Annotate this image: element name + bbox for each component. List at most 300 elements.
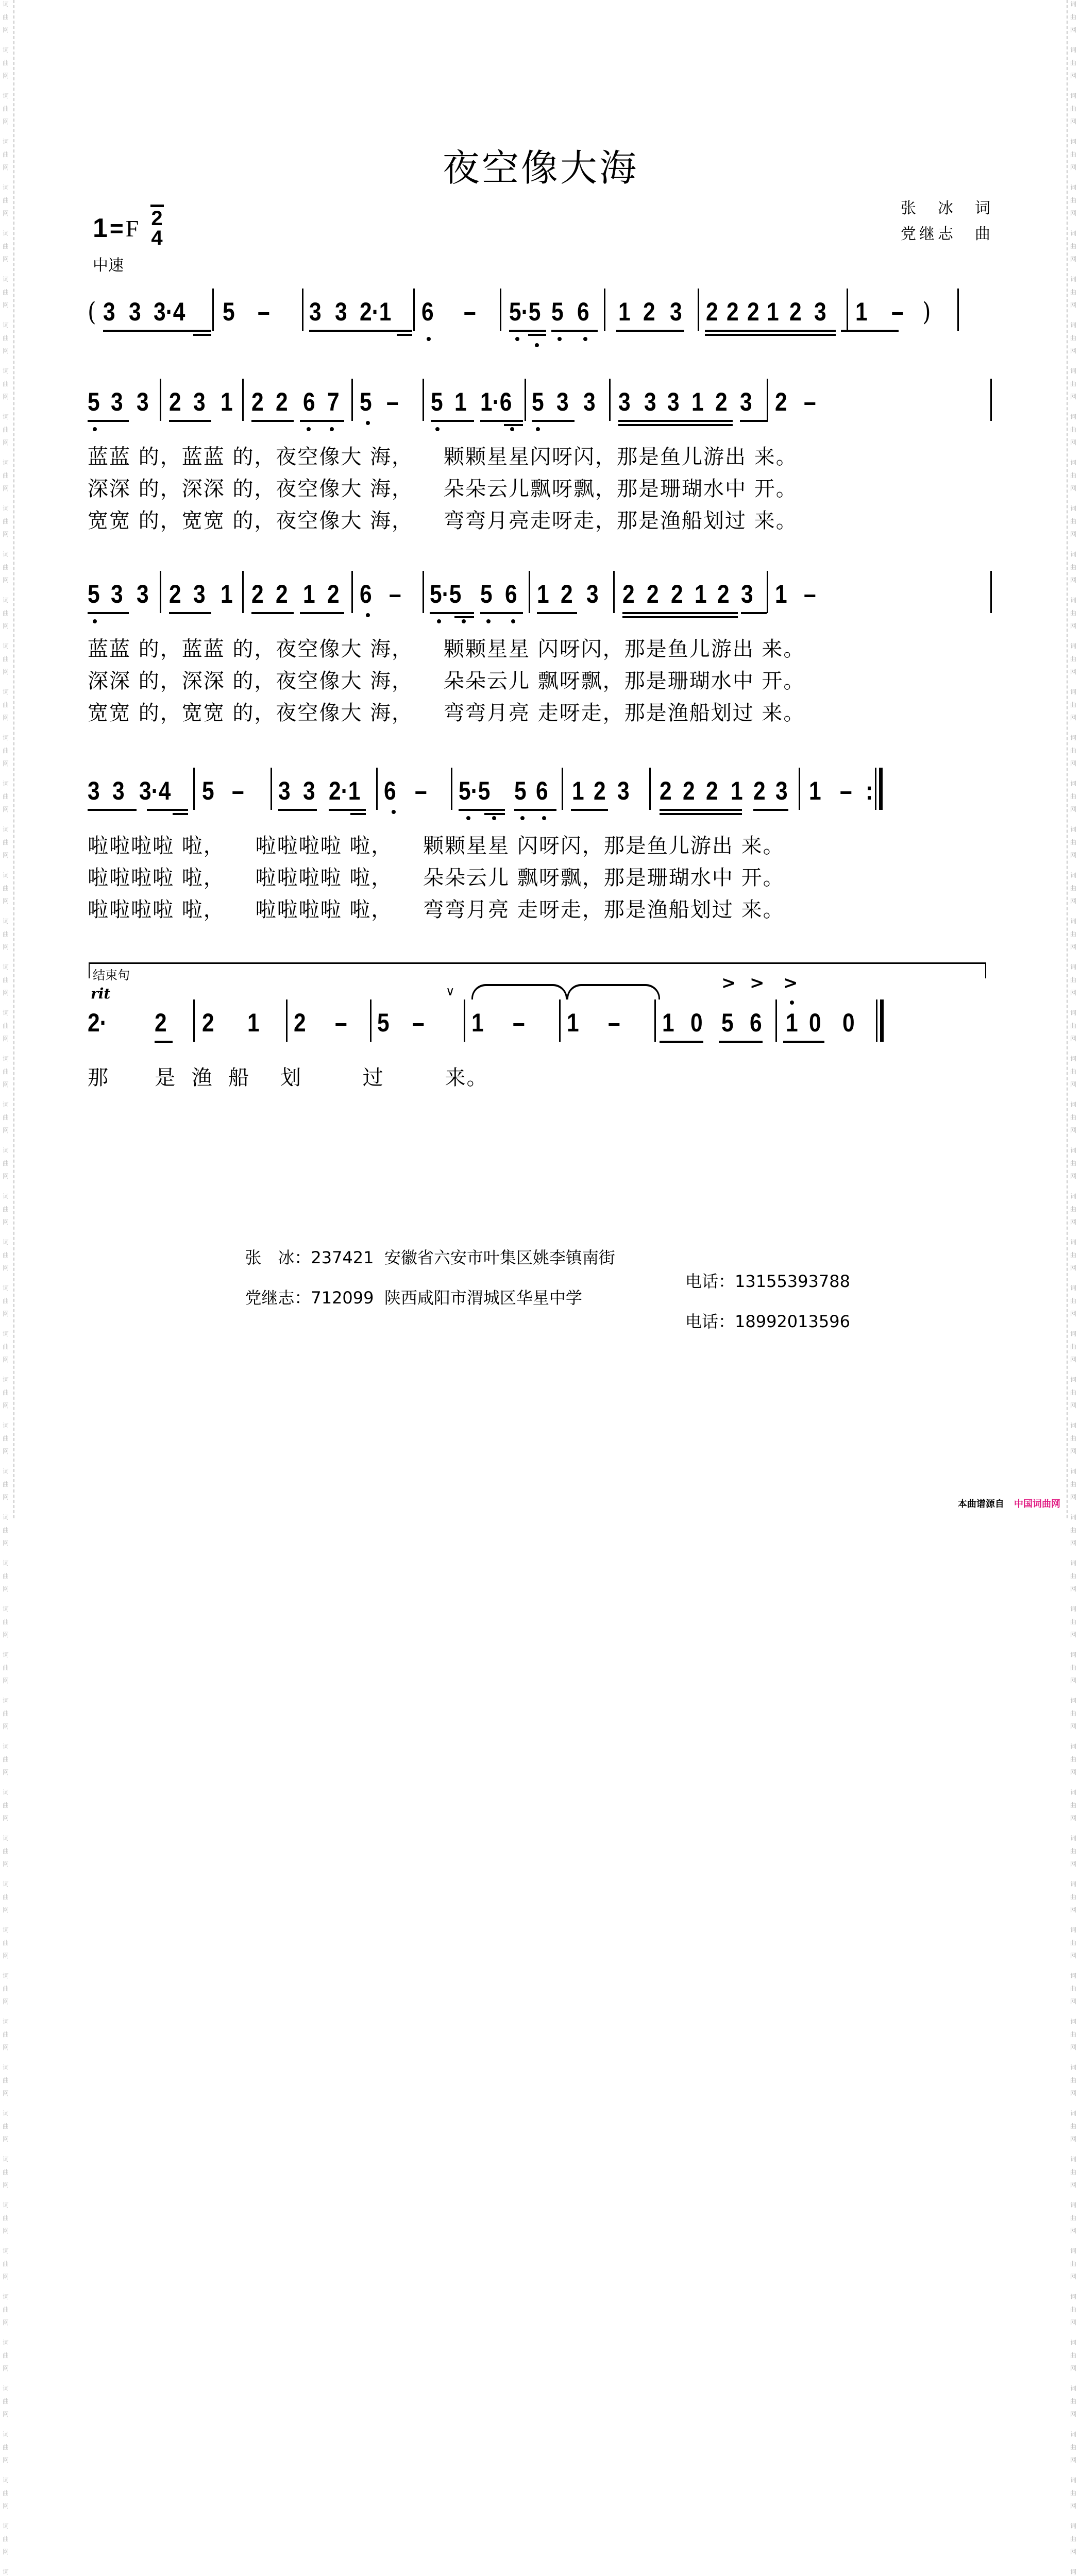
rhythm-underline [360, 330, 412, 332]
watermark-char: 网 [2, 1769, 9, 1776]
watermark-char: 词 [2, 2293, 9, 2300]
watermark-char: 词 [1070, 276, 1076, 283]
lyricist-credit: 张 冰 词 [901, 199, 993, 217]
rhythm-underline [173, 813, 188, 815]
rhythm-underline [251, 612, 294, 614]
watermark-char: 曲 [2, 2535, 9, 2543]
note: 6 [750, 1008, 762, 1037]
low-octave-dot [435, 427, 440, 431]
watermark-char: 网 [2, 256, 9, 263]
watermark-char: 曲 [1070, 564, 1076, 571]
rhythm-underline [103, 330, 154, 332]
note: 5·5 [430, 580, 462, 608]
note: 3 [111, 580, 123, 608]
watermark-char: 网 [1070, 852, 1076, 859]
rhythm-underline [300, 420, 344, 422]
watermark-char: 网 [1070, 2319, 1076, 2326]
watermark-char: 词 [2, 1514, 9, 1521]
accent-mark: > [783, 973, 798, 993]
watermark-char: 词 [2, 688, 9, 696]
barline [160, 379, 161, 421]
note: 1 [471, 1008, 484, 1037]
watermark-char: 网 [1070, 26, 1076, 33]
watermark-char: 曲 [2, 1893, 9, 1901]
watermark-char: 词 [2, 1422, 9, 1429]
watermark-char: 网 [2, 1310, 9, 1317]
watermark-char: 曲 [2, 930, 9, 938]
watermark-char: 曲 [1070, 1251, 1076, 1259]
note: 5 [431, 387, 443, 416]
note: 1 [786, 1008, 798, 1037]
barline [242, 379, 244, 421]
watermark-char: 词 [1070, 1193, 1076, 1200]
watermark-char: 词 [2, 2201, 9, 2209]
watermark-char: 曲 [1070, 1297, 1076, 1304]
watermark-char: 曲 [1070, 2352, 1076, 2359]
note: 3 [137, 580, 149, 608]
watermark-char: 网 [2, 1585, 9, 1592]
note: 1 [537, 580, 549, 608]
watermark-char: 词 [1070, 46, 1076, 54]
watermark-char: 曲 [1070, 655, 1076, 663]
watermark-char: 曲 [2, 289, 9, 296]
watermark-char: 曲 [2, 2031, 9, 2038]
watermark-char: 曲 [2, 2444, 9, 2451]
key-equals: = [109, 215, 124, 242]
watermark-char: 网 [2, 1402, 9, 1409]
lyric-verse-2: 啦啦啦啦 啦， 啦啦啦啦 啦， 朵朵云儿 飘呀飘，那是珊瑚水中 开。 [88, 866, 785, 890]
note: 5·5 [459, 776, 491, 805]
final-barline-thick [879, 768, 883, 810]
note: 1 [662, 1008, 674, 1037]
watermark-char: 词 [1070, 734, 1076, 741]
watermark-char: 词 [1070, 321, 1076, 329]
watermark-char: 网 [1070, 164, 1076, 171]
note: 5 [202, 776, 214, 805]
note: 2 [251, 580, 264, 608]
watermark-char: 网 [1070, 301, 1076, 309]
rhythm-underline [705, 334, 836, 336]
rhythm-underline [88, 809, 137, 811]
note: 5 [360, 387, 372, 416]
key-note: F [125, 215, 139, 242]
note: 2 [715, 387, 728, 416]
watermark-char: 词 [2, 230, 9, 237]
watermark-char: 曲 [1070, 1343, 1076, 1350]
watermark-char: 网 [1070, 714, 1076, 721]
low-octave-dot [510, 427, 514, 431]
watermark-char: 网 [1070, 760, 1076, 767]
watermark-char: 词 [1070, 1422, 1076, 1429]
watermark-char: 网 [2, 72, 9, 79]
barline [775, 999, 777, 1042]
watermark-char: 词 [2, 1330, 9, 1337]
watermark-char: 词 [1070, 1055, 1076, 1062]
rhythm-underline [528, 334, 546, 336]
watermark-char: 网 [1070, 1998, 1076, 2005]
low-octave-dot [437, 619, 441, 623]
note: 3 [303, 776, 315, 805]
low-octave-dot [515, 337, 519, 341]
barline [464, 999, 465, 1042]
rhythm-underline [431, 420, 474, 422]
barline [271, 768, 272, 810]
lyric-verse-1: 蓝蓝 的，蓝蓝 的，夜空像大 海， 颗颗星星闪呀闪，那是鱼儿游出 来。 [88, 445, 798, 469]
watermark-char: 曲 [1070, 1756, 1076, 1763]
watermark-char: 词 [1070, 138, 1076, 145]
barline [242, 571, 244, 613]
watermark-char: 网 [2, 2044, 9, 2051]
watermark-char: 网 [1070, 1035, 1076, 1042]
rhythm-underline [660, 809, 742, 811]
watermark-char: 曲 [2, 1297, 9, 1304]
note: 3 [103, 297, 115, 326]
watermark-char: 词 [2, 872, 9, 879]
watermark-char: 曲 [2, 426, 9, 433]
watermark-char: 网 [1070, 1218, 1076, 1226]
watermark-char: 曲 [2, 2214, 9, 2222]
lyric-verse-2: 深深 的，深深 的，夜空像大 海， 朵朵云儿 飘呀飘，那是珊瑚水中 开。 [88, 669, 805, 693]
watermark-char: 词 [2, 2385, 9, 2392]
note: 2 [727, 297, 739, 326]
note: 6 [303, 387, 315, 416]
watermark-char: 网 [1070, 1081, 1076, 1088]
barline [423, 571, 424, 613]
time-top: 2 [151, 207, 163, 230]
watermark-char: 词 [2, 459, 9, 466]
notation-line [88, 576, 1000, 622]
low-octave-dot [583, 337, 587, 341]
note: 3 [309, 297, 322, 326]
watermark-char: 词 [1070, 1101, 1076, 1108]
note: 2 [276, 580, 288, 608]
lyric-verse-1: 啦啦啦啦 啦， 啦啦啦啦 啦， 颗颗星星 闪呀闪，那是鱼儿游出 来。 [88, 834, 785, 858]
note: 2 [561, 580, 573, 608]
watermark-char: 曲 [2, 2123, 9, 2130]
rhythm-underline [571, 809, 608, 811]
watermark-char: 词 [2, 1055, 9, 1062]
watermark-char: 词 [1070, 2339, 1076, 2346]
note: 6 [505, 580, 517, 608]
note: 3 [617, 776, 630, 805]
watermark-char: 曲 [2, 1389, 9, 1396]
watermark-char: 词 [2, 918, 9, 925]
watermark-char: 曲 [1070, 2306, 1076, 2313]
watermark-char: 词 [1070, 1514, 1076, 1521]
source-footer [958, 1497, 1060, 1510]
lyric-verse-3: 啦啦啦啦 啦， 啦啦啦啦 啦， 弯弯月亮 走呀走，那是渔船划过 来。 [88, 898, 785, 922]
rhythm-underline [532, 420, 575, 422]
source-brand-link[interactable]: 中国词曲网 [1014, 1499, 1060, 1510]
note: 2 [683, 776, 695, 805]
watermark-char: 词 [1070, 1926, 1076, 1934]
note: 3 [775, 776, 788, 805]
watermark-char: 曲 [1070, 1389, 1076, 1396]
note: 5 [480, 580, 493, 608]
note: 2 [717, 580, 730, 608]
watermark-char: 词 [1070, 1376, 1076, 1383]
barline [604, 289, 605, 331]
watermark-char: 词 [1070, 872, 1076, 879]
watermark-char: 词 [2, 597, 9, 604]
watermark-char: 曲 [2, 151, 9, 158]
barline [160, 571, 161, 613]
rhythm-underline [350, 813, 366, 815]
watermark-char: 曲 [2, 472, 9, 479]
rhythm-underline [660, 1041, 703, 1043]
watermark-char: 网 [1070, 2411, 1076, 2418]
watermark-char: 网 [2, 531, 9, 538]
high-octave-dot [790, 1001, 794, 1005]
watermark-char: 网 [2, 1906, 9, 1913]
rhythm-underline [480, 612, 523, 614]
watermark-char: 曲 [2, 839, 9, 846]
lyric-verse-2: 深深 的，深深 的，夜空像大 海， 朵朵云儿飘呀飘，那是珊瑚水中 开。 [88, 477, 798, 501]
watermark-char: 词 [2, 1560, 9, 1567]
watermark-char: 网 [1070, 1677, 1076, 1684]
watermark-char: 网 [1070, 393, 1076, 400]
low-octave-dot [93, 427, 97, 431]
watermark-char: 网 [1070, 577, 1076, 584]
watermark-char: 词 [2, 734, 9, 741]
watermark-char: 曲 [1070, 2260, 1076, 2267]
watermark-char: 词 [2, 1835, 9, 1842]
rhythm-underline [719, 1041, 763, 1043]
barline [609, 379, 611, 421]
rhythm-underline [278, 809, 317, 811]
watermark-char: 曲 [2, 793, 9, 800]
note: 1·6 [480, 387, 512, 416]
watermark-char: 词 [2, 1193, 9, 1200]
rhythm-underline [622, 612, 738, 614]
watermark-char: 词 [1070, 780, 1076, 787]
watermark-char: 词 [1070, 1330, 1076, 1337]
watermark-char: 网 [2, 2090, 9, 2097]
watermark-char: 曲 [1070, 2077, 1076, 2084]
watermark-char: 曲 [2, 2077, 9, 2084]
watermark-char: 词 [1070, 2247, 1076, 2255]
watermark-char: 词 [1070, 505, 1076, 512]
watermark-char: 曲 [2, 13, 9, 21]
watermark-char: 曲 [1070, 1572, 1076, 1580]
watermark-char: 网 [1070, 1860, 1076, 1868]
watermark-char: 词 [2, 1147, 9, 1154]
watermark-char: 词 [2, 2339, 9, 2346]
watermark-char: 词 [1070, 367, 1076, 375]
watermark-char: 曲 [1070, 1710, 1076, 1717]
watermark-char: 词 [2, 321, 9, 329]
rhythm-underline [454, 616, 474, 618]
note: 5 [721, 1008, 734, 1037]
note: 2 [643, 297, 655, 326]
watermark-char: 曲 [2, 1251, 9, 1259]
note: 2·1 [329, 776, 361, 805]
rhythm-underline [459, 809, 505, 811]
time-bottom: 4 [151, 227, 163, 249]
watermark-char: 曲 [2, 1481, 9, 1488]
watermark-char: 曲 [1070, 472, 1076, 479]
rhythm-underline [155, 1041, 173, 1043]
watermark-char: 曲 [1070, 197, 1076, 204]
watermark-char: 网 [1070, 806, 1076, 813]
watermark-char: 网 [2, 1356, 9, 1363]
watermark-char: 词 [1070, 2568, 1076, 2575]
watermark-char: 曲 [1070, 243, 1076, 250]
low-octave-dot [466, 816, 470, 820]
note: 3 [193, 387, 206, 416]
watermark-char: 曲 [1070, 1160, 1076, 1167]
bracket: ( [88, 297, 96, 327]
barline [376, 768, 378, 810]
watermark-char: 词 [2, 1284, 9, 1292]
breath-mark: ∨ [446, 984, 455, 998]
note: 1 [691, 387, 704, 416]
watermark-char: 网 [1070, 2365, 1076, 2372]
watermark-char: 网 [2, 1218, 9, 1226]
watermark-char: 网 [1070, 2181, 1076, 2189]
low-octave-dot [366, 421, 370, 425]
watermark-char: 词 [1070, 1009, 1076, 1016]
time-signature [151, 209, 162, 248]
watermark-char: 网 [2, 1860, 9, 1868]
note: 0 [809, 1008, 821, 1037]
note: 2 [327, 580, 340, 608]
note: 1 [572, 776, 584, 805]
rhythm-underline [88, 420, 129, 422]
note: 1 [567, 1008, 579, 1037]
watermark-char: 网 [2, 1815, 9, 1822]
watermark-char: 网 [1070, 1173, 1076, 1180]
barline [767, 571, 768, 613]
watermark-char: 网 [1070, 118, 1076, 125]
note: 1 [221, 580, 233, 608]
final-barline-thin [875, 768, 876, 810]
watermark-char: 曲 [2, 1710, 9, 1717]
watermark-char: 曲 [2, 701, 9, 708]
watermark-char: 网 [1070, 210, 1076, 217]
watermark-char: 词 [1070, 2431, 1076, 2438]
sustain-dash: – [804, 580, 816, 608]
note: 3 [112, 776, 125, 805]
watermark-char: 曲 [2, 1618, 9, 1625]
barline [500, 289, 501, 331]
watermark-char: 词 [1070, 184, 1076, 191]
rhythm-underline [841, 330, 899, 332]
watermark-char: 曲 [1070, 1435, 1076, 1442]
watermark-char: 网 [2, 577, 9, 584]
barline [767, 379, 768, 421]
watermark-char: 曲 [2, 885, 9, 892]
tie-arc [471, 984, 567, 999]
note: 3 [335, 297, 347, 326]
final-barline-thick [880, 999, 884, 1042]
watermark-char: 网 [2, 164, 9, 171]
barline [370, 999, 371, 1042]
note: 3 [618, 387, 631, 416]
rhythm-underline [480, 420, 523, 422]
watermark-char: 词 [1070, 1651, 1076, 1658]
sustain-dash: – [464, 297, 476, 326]
watermark-char: 网 [2, 1448, 9, 1455]
watermark-char: 曲 [2, 976, 9, 984]
watermark-char: 曲 [1070, 151, 1076, 158]
watermark-char: 曲 [2, 243, 9, 250]
watermark-char: 曲 [2, 518, 9, 525]
credits [901, 196, 993, 247]
watermark-char: 曲 [2, 1114, 9, 1121]
accent-mark: > [721, 973, 736, 993]
rhythm-underline [309, 330, 360, 332]
watermark-char: 词 [1070, 92, 1076, 99]
rhythm-underline [430, 612, 474, 614]
note: : [866, 776, 873, 805]
watermark-char: 曲 [1070, 380, 1076, 387]
watermark-char: 曲 [1070, 1939, 1076, 1946]
watermark-char: 词 [1070, 1880, 1076, 1888]
watermark-char: 网 [2, 2456, 9, 2464]
watermark-char: 词 [2, 1926, 9, 1934]
watermark-char: 词 [2, 1651, 9, 1658]
barline [698, 289, 699, 331]
watermark-char: 词 [2, 1, 9, 8]
watermark-char: 曲 [2, 1664, 9, 1671]
low-octave-dot [330, 427, 334, 431]
note: 2 [753, 776, 766, 805]
watermark-char: 词 [2, 963, 9, 971]
watermark-char: 曲 [2, 747, 9, 754]
watermark-char: 词 [1070, 2156, 1076, 2163]
sustain-dash: – [335, 1008, 347, 1037]
watermark-char: 网 [2, 1494, 9, 1501]
rhythm-underline [783, 1041, 824, 1043]
watermark-char: 网 [2, 989, 9, 996]
note: 3 [667, 387, 680, 416]
note: 5 [377, 1008, 390, 1037]
watermark-char: 词 [2, 2064, 9, 2071]
note: 5 [514, 776, 527, 805]
watermark-char: 词 [1070, 1697, 1076, 1704]
watermark-char: 曲 [1070, 1893, 1076, 1901]
note: 1 [809, 776, 821, 805]
tie-arc [567, 984, 660, 999]
watermark-char: 词 [1070, 413, 1076, 420]
watermark-char: 词 [1070, 688, 1076, 696]
rhythm-underline [147, 809, 188, 811]
watermark-char: 词 [1070, 1147, 1076, 1154]
watermark-char: 曲 [1070, 1206, 1076, 1213]
rhythm-underline [705, 330, 836, 332]
ending-bracket [89, 962, 986, 978]
note: 2 [169, 387, 181, 416]
watermark-char: 词 [2, 2247, 9, 2255]
rhythm-underline [551, 330, 598, 332]
note: 3 [556, 387, 569, 416]
watermark-char: 网 [1070, 2502, 1076, 2510]
barline [613, 571, 615, 613]
watermark-char: 曲 [1070, 105, 1076, 112]
watermark-char: 网 [1070, 1585, 1076, 1592]
watermark-char: 网 [2, 1631, 9, 1638]
watermark-char: 曲 [2, 1068, 9, 1075]
watermark-char: 网 [1070, 668, 1076, 675]
note: 6 [384, 776, 396, 805]
note: 2 [660, 776, 672, 805]
note: 2 [594, 776, 606, 805]
watermark-char: 词 [1070, 1468, 1076, 1475]
watermark-char: 词 [1070, 1, 1076, 8]
watermark-char: 词 [2, 1376, 9, 1383]
watermark-char: 词 [1070, 963, 1076, 971]
